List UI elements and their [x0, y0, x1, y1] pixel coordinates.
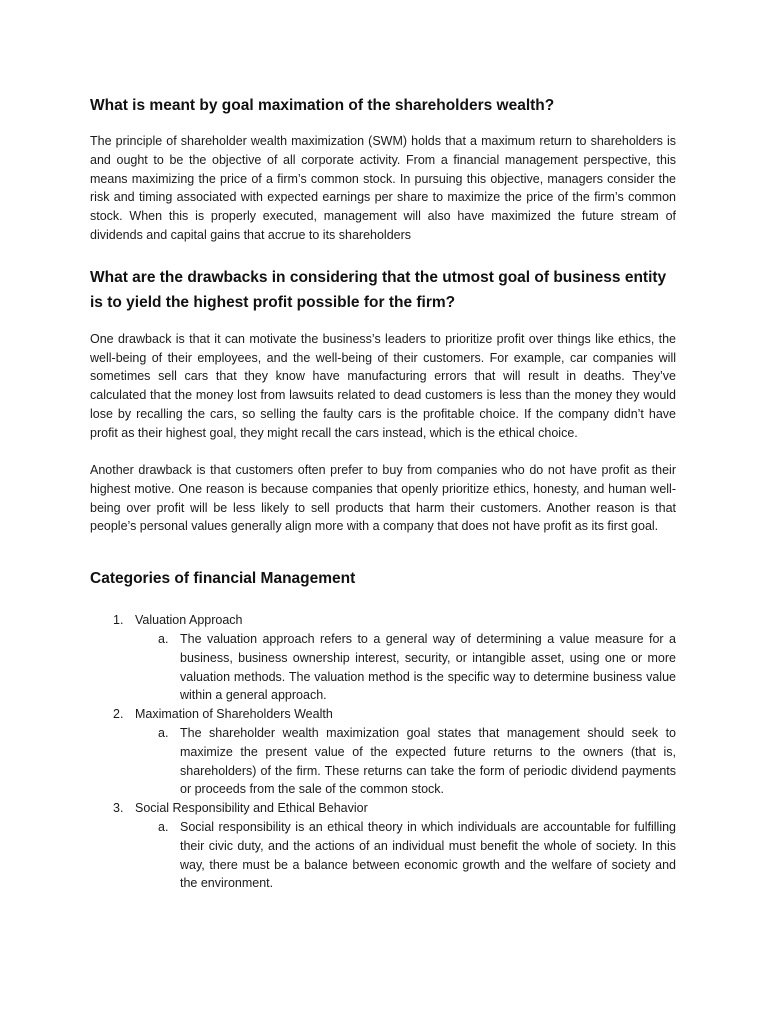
sublist-text: The valuation approach refers to a general way of determining a value measure for a business, business ownership interest, security, or intangible asset, using one or more valuation methods. The valuation method is the specific way to determine business value within a general approach.	[180, 632, 676, 703]
sublist-text: Social responsibility is an ethical theory in which individuals are accountable for fulfilling their civic duty, and the actions of an individual must benefit the whole of society. In this way, there must be a balance between economic growth and the welfare of society and the environment.	[180, 820, 676, 891]
sublist	[135, 724, 676, 799]
document-body	[90, 93, 676, 893]
paragraph-drawback-ethics: One drawback is that it can motivate the business’s leaders to prioritize profit over things like ethics, the well-being of their employees, and the well-being of their customers. For example, car companies will sometimes sell cars that they know have manufacturing errors that will result in deaths. They’ve calculated that the money lost from lawsuits related to dead customers is less than the money they would lose by recalling the cars, so selling the faulty cars is the profitable choice. If the company didn’t have profit as their highest goal, they might recall the cars instead, which is the ethical choice.	[90, 331, 676, 440]
category-title: Valuation Approach	[135, 613, 243, 628]
section-heading-categories: Categories of financial Management	[90, 570, 356, 588]
paragraph-swm-principle: The principle of shareholder wealth maximization (SWM) holds that a maximum return to shareholders is and ought to be the objective of all corporate activity. From a financial management perspective, this means maximizing the price of a firm’s common stock. In pursuing this objective, managers consider the risk and timing associated with expected earnings per share to maximize the price of the firm’s common stock. When this is properly executed, management will also have maximized the future stream of dividends and capital gains that accrue to its shareholders	[90, 134, 676, 242]
list-letter: a.	[158, 632, 169, 647]
list-number: 1.	[113, 613, 124, 628]
category-title: Maximation of Shareholders Wealth	[135, 707, 333, 722]
sublist-item	[135, 818, 676, 893]
sublist	[135, 630, 676, 705]
sublist-text: The shareholder wealth maximization goal states that management should seek to maximize the present value of the expected future returns to the owners (that is, shareholders) of the firm. These returns can take the form of periodic dividend payments or proceeds from the sale of the common stock.	[180, 726, 676, 797]
sublist	[135, 818, 676, 893]
category-item-social-responsibility	[90, 799, 676, 893]
section-heading-profit-drawbacks: What are the drawbacks in considering that the utmost goal of business entity is to yield the highest profit possible for the firm?	[90, 268, 667, 311]
category-item-valuation	[90, 611, 676, 705]
sublist-item	[135, 630, 676, 705]
list-letter: a.	[158, 726, 169, 741]
list-letter: a.	[158, 820, 169, 835]
paragraph-drawback-customers: Another drawback is that customers often prefer to buy from companies who do not have profit as their highest motive. One reason is because companies that openly prioritize ethics, honesty, and human well-being over profit will be less likely to sell products that harm their customers. Another reason is that people’s personal values generally align more with a company that does not have profit as its first goal.	[90, 463, 676, 534]
list-number: 2.	[113, 707, 124, 722]
category-item-shareholder-wealth	[90, 705, 676, 799]
sublist-item	[135, 724, 676, 799]
categories-list	[90, 611, 676, 893]
category-title: Social Responsibility and Ethical Behavior	[135, 801, 368, 816]
section-heading-shareholder-wealth: What is meant by goal maximation of the shareholders wealth?	[90, 97, 555, 114]
list-number: 3.	[113, 801, 124, 816]
